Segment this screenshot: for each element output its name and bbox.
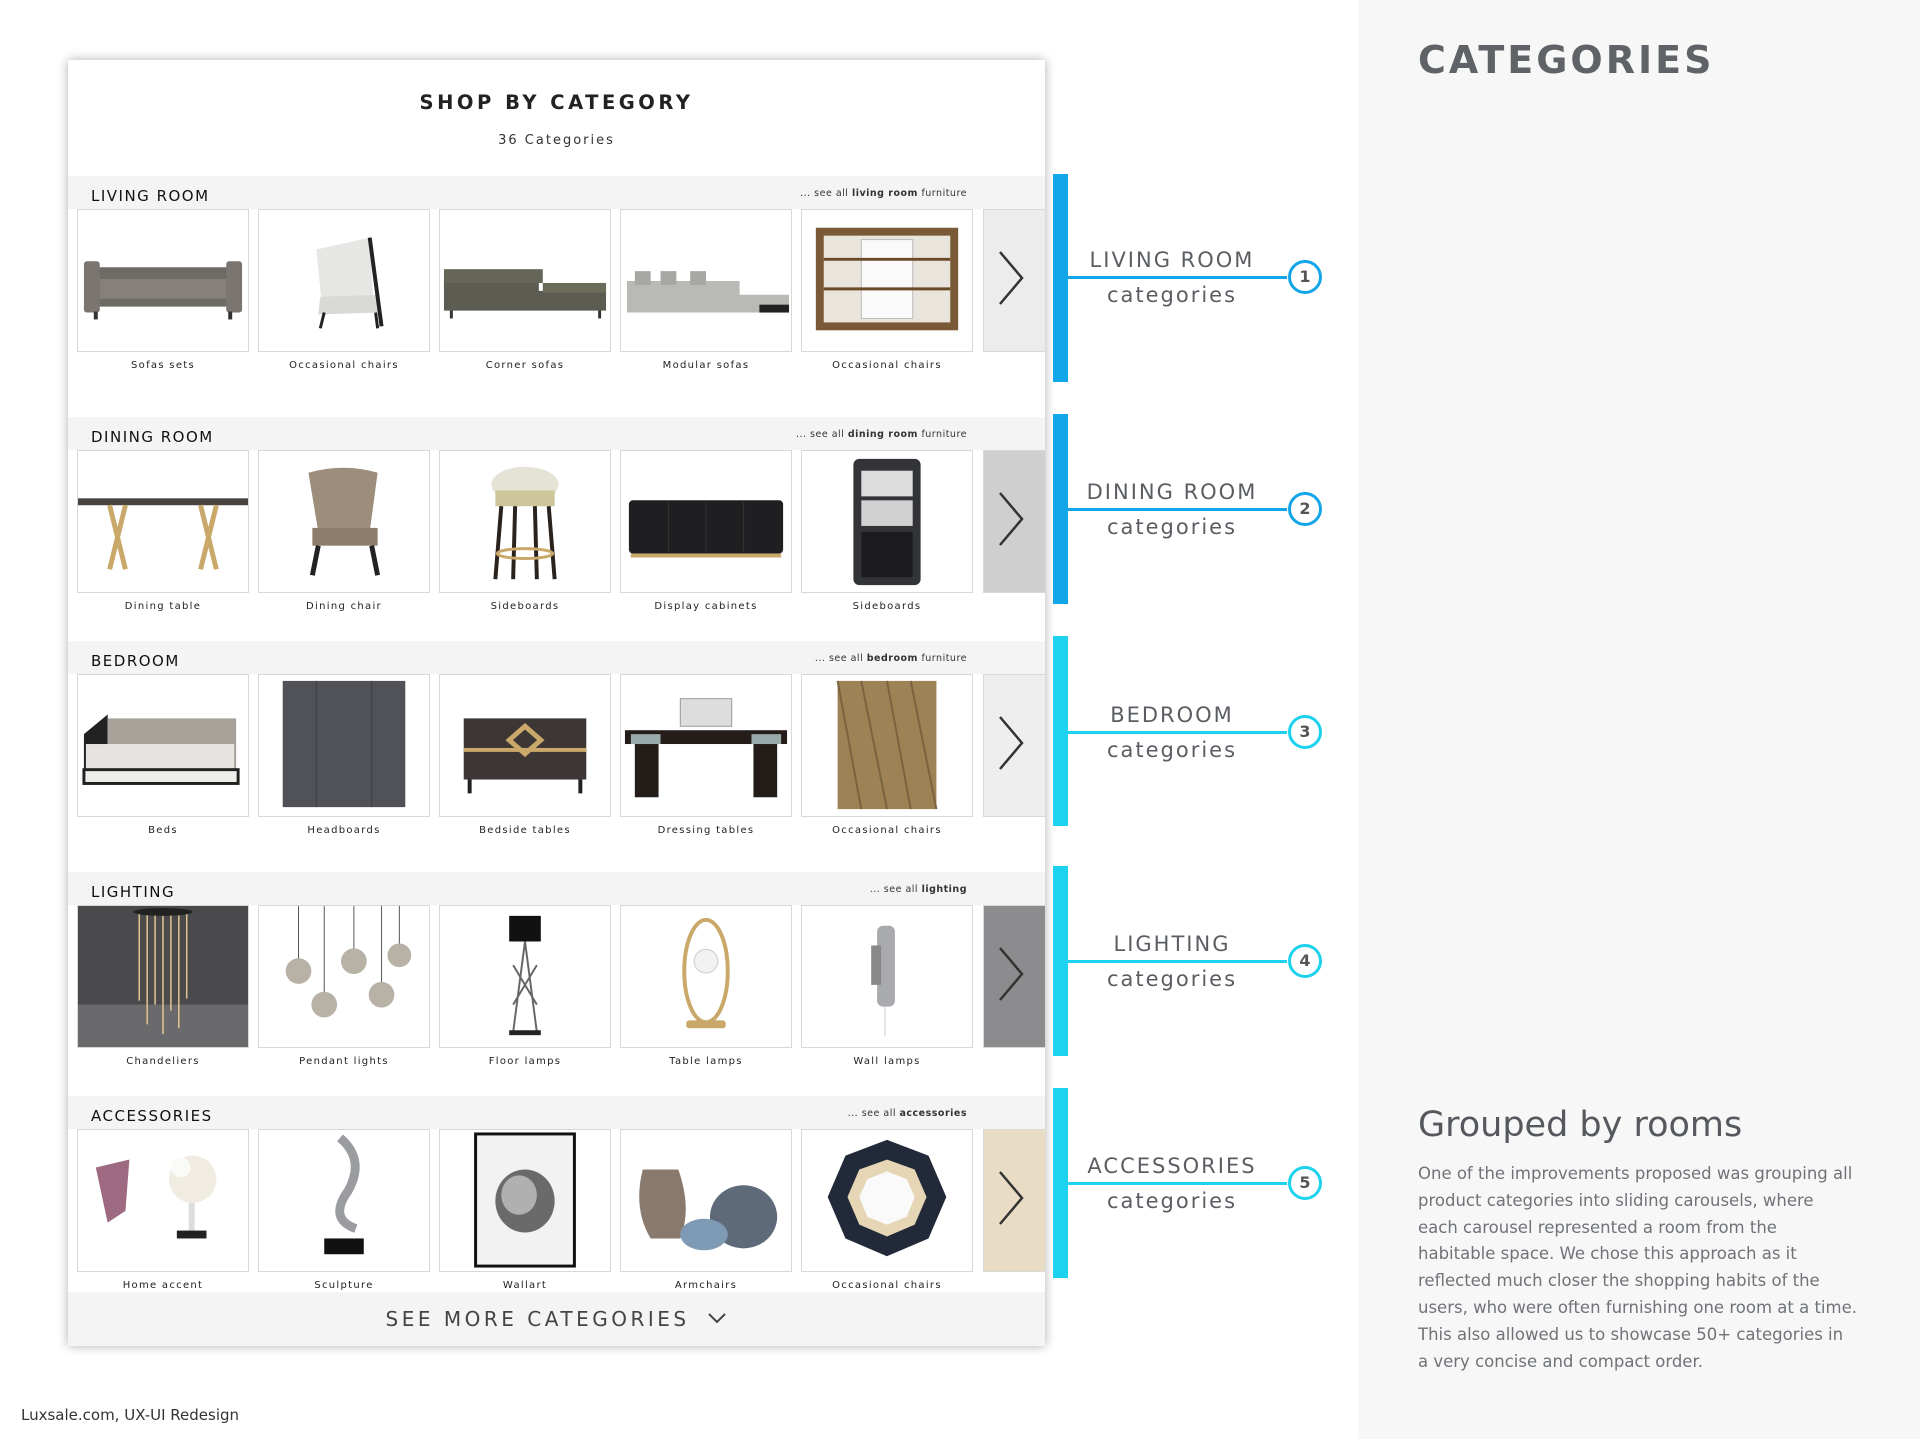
- section-title: BEDROOM: [91, 652, 180, 670]
- category-section-lighting: [68, 872, 1045, 1087]
- panel-title: SHOP BY CATEGORY: [419, 91, 694, 114]
- product-image: [802, 451, 972, 592]
- product-image: [440, 675, 610, 816]
- section-title: LIVING ROOM: [91, 187, 210, 205]
- side-title: CATEGORIES: [1418, 38, 1715, 82]
- section-title: DINING ROOM: [91, 428, 214, 446]
- category-thumbnail: [77, 1129, 249, 1272]
- category-caption: Corner sofas: [485, 360, 565, 371]
- chevron-right-icon: [996, 248, 1026, 308]
- product-image: [621, 210, 791, 351]
- annotation-bar: [1053, 636, 1068, 826]
- product-image: [259, 451, 429, 592]
- category-caption: Headboards: [307, 825, 381, 836]
- section-title: LIGHTING: [91, 883, 176, 901]
- category-carousel: [68, 905, 1045, 1087]
- category-card[interactable]: [801, 905, 973, 1067]
- category-thumbnail: [439, 1129, 611, 1272]
- product-image: [621, 451, 791, 592]
- category-thumbnail: [620, 1129, 792, 1272]
- category-card[interactable]: [620, 674, 792, 836]
- section-header: [68, 641, 1045, 674]
- category-card[interactable]: [258, 905, 430, 1067]
- see-more-label: SEE MORE CATEGORIES: [385, 1307, 690, 1331]
- annotation-bar: [1053, 1088, 1068, 1278]
- category-caption: Sculpture: [314, 1280, 374, 1291]
- annotation-subtitle: categories: [1106, 283, 1238, 307]
- category-thumbnail: [801, 674, 973, 817]
- category-caption: Dining table: [124, 601, 202, 612]
- category-card[interactable]: [620, 1129, 792, 1291]
- annotation-subtitle: categories: [1106, 738, 1238, 762]
- section-header: [68, 872, 1045, 905]
- category-card[interactable]: [439, 674, 611, 836]
- annotation-line: [1068, 731, 1287, 734]
- see-all-room: accessories: [899, 1108, 967, 1119]
- annotation-subtitle: categories: [1106, 515, 1238, 539]
- annotation-title: DINING ROOM: [1086, 480, 1258, 504]
- side-description: One of the improvements proposed was grouping all product categories into sliding carousels, where each carousel represented a room from the habitable space. We chose this approach as it reflected much closer the shopping habits of the users, who were often furnishing one room at a time. This also allowed us to showcase 50+ categories in a very concise and compact order.: [1418, 1164, 1857, 1371]
- category-card[interactable]: [801, 1129, 973, 1291]
- category-card[interactable]: [801, 209, 973, 371]
- annotation-subtitle: categories: [1106, 967, 1238, 991]
- category-card[interactable]: [258, 1129, 430, 1291]
- see-all-link[interactable]: [848, 1108, 967, 1119]
- chevron-right-icon: [996, 713, 1026, 773]
- see-all-prefix: ... see all: [800, 188, 852, 199]
- category-card[interactable]: [801, 674, 973, 836]
- annotation-line: [1068, 508, 1287, 511]
- category-card[interactable]: [77, 674, 249, 836]
- category-thumbnail: [620, 674, 792, 817]
- annotation-number: 2: [1288, 492, 1322, 526]
- chevron-right-icon: [996, 944, 1026, 1004]
- category-thumbnail: [439, 674, 611, 817]
- category-section-dining-room: [68, 417, 1045, 632]
- annotation-line: [1068, 960, 1287, 963]
- annotation-bar: [1053, 174, 1068, 382]
- see-all-link[interactable]: [815, 653, 967, 664]
- category-thumbnail: [801, 905, 973, 1048]
- category-card[interactable]: [439, 905, 611, 1067]
- product-image: [259, 675, 429, 816]
- category-thumbnail: [258, 1129, 430, 1272]
- product-image: [621, 1130, 791, 1271]
- product-image: [621, 675, 791, 816]
- category-caption: Armchairs: [674, 1280, 738, 1291]
- category-card[interactable]: [77, 905, 249, 1067]
- carousel-next-button[interactable]: [983, 450, 1045, 593]
- product-image: [802, 906, 972, 1047]
- category-caption: Display cabinets: [654, 601, 758, 612]
- category-carousel: [68, 209, 1045, 391]
- annotation-title: ACCESSORIES: [1087, 1154, 1257, 1178]
- section-header: [68, 176, 1045, 209]
- category-caption: Bedside tables: [479, 825, 571, 836]
- section-header: [68, 417, 1045, 450]
- category-thumbnail: [620, 209, 792, 352]
- category-thumbnail: [77, 674, 249, 817]
- annotation-line: [1068, 276, 1287, 279]
- product-image: [440, 1130, 610, 1271]
- category-carousel: [68, 1129, 1045, 1311]
- category-section-bedroom: [68, 641, 1045, 856]
- product-image: [802, 210, 972, 351]
- category-caption: Floor lamps: [488, 1056, 562, 1067]
- category-caption: Dining chair: [306, 601, 382, 612]
- category-thumbnail: [77, 905, 249, 1048]
- category-card[interactable]: [77, 450, 249, 612]
- category-thumbnail: [77, 209, 249, 352]
- category-caption: Occasional chairs: [832, 1280, 942, 1291]
- see-all-prefix: ... see all: [847, 1108, 900, 1119]
- category-card[interactable]: [258, 450, 430, 612]
- product-image: [259, 210, 429, 351]
- annotation-title: LIVING ROOM: [1089, 248, 1255, 272]
- category-section-accessories: [68, 1096, 1045, 1311]
- see-all-room: living room: [851, 188, 918, 199]
- category-caption: Sofas sets: [131, 360, 195, 371]
- category-card[interactable]: [77, 1129, 249, 1291]
- see-more-categories-button[interactable]: [68, 1292, 1045, 1346]
- carousel-next-button[interactable]: [983, 674, 1045, 817]
- category-section-living-room: [68, 176, 1045, 391]
- category-thumbnail: [801, 450, 973, 593]
- see-all-link[interactable]: [800, 188, 967, 199]
- category-caption: Modular sofas: [662, 360, 750, 371]
- category-card[interactable]: [620, 905, 792, 1067]
- see-all-room: dining room: [847, 429, 918, 440]
- see-all-prefix: ... see all: [869, 884, 922, 895]
- category-thumbnail: [258, 209, 430, 352]
- category-card[interactable]: [620, 209, 792, 371]
- see-all-prefix: ... see all: [795, 429, 848, 440]
- category-caption: Beds: [148, 825, 178, 836]
- annotation-title: LIGHTING: [1113, 932, 1231, 956]
- category-caption: Sideboards: [852, 601, 922, 612]
- category-thumbnail: [801, 209, 973, 352]
- category-thumbnail: [258, 450, 430, 593]
- category-caption: Chandeliers: [126, 1056, 200, 1067]
- category-thumbnail: [801, 1129, 973, 1272]
- product-image: [621, 906, 791, 1047]
- annotation-title: BEDROOM: [1110, 703, 1234, 727]
- category-carousel: [68, 674, 1045, 856]
- product-image: [78, 451, 248, 592]
- side-heading: Grouped by rooms: [1418, 1105, 1743, 1145]
- category-card[interactable]: [439, 450, 611, 612]
- category-carousel: [68, 450, 1045, 632]
- category-thumbnail: [77, 450, 249, 593]
- category-caption: Pendant lights: [299, 1056, 389, 1067]
- category-caption: Table lamps: [669, 1056, 743, 1067]
- chevron-right-icon: [996, 1168, 1026, 1228]
- carousel-next-button[interactable]: [983, 905, 1045, 1048]
- category-caption: Wall lamps: [853, 1056, 921, 1067]
- chevron-right-icon: [996, 489, 1026, 549]
- annotation-bar: [1053, 866, 1068, 1056]
- category-caption: Occasional chairs: [289, 360, 399, 371]
- product-image: [440, 210, 610, 351]
- annotation-subtitle: categories: [1106, 1189, 1238, 1213]
- product-image: [78, 1130, 248, 1271]
- see-all-room: bedroom: [866, 653, 918, 664]
- category-card[interactable]: [801, 450, 973, 612]
- category-caption: Home accent: [122, 1280, 204, 1291]
- category-card[interactable]: [620, 450, 792, 612]
- see-all-suffix: furniture: [917, 653, 967, 664]
- category-card[interactable]: [77, 209, 249, 371]
- see-all-suffix: furniture: [917, 429, 967, 440]
- product-image: [802, 675, 972, 816]
- shop-by-category-panel: [68, 60, 1045, 1346]
- category-count: 36 Categories: [498, 133, 615, 148]
- category-card[interactable]: [258, 674, 430, 836]
- category-card[interactable]: [439, 209, 611, 371]
- category-caption: Dressing tables: [657, 825, 755, 836]
- category-thumbnail: [439, 905, 611, 1048]
- annotation-number: 5: [1288, 1166, 1322, 1200]
- section-header: [68, 1096, 1045, 1129]
- category-thumbnail: [258, 905, 430, 1048]
- category-card[interactable]: [439, 1129, 611, 1291]
- product-image: [78, 675, 248, 816]
- category-thumbnail: [439, 450, 611, 593]
- see-all-prefix: ... see all: [814, 653, 867, 664]
- category-caption: Occasional chairs: [832, 360, 942, 371]
- annotation-number: 4: [1288, 944, 1322, 978]
- annotation-line: [1068, 1182, 1287, 1185]
- see-all-suffix: furniture: [917, 188, 967, 199]
- category-card[interactable]: [258, 209, 430, 371]
- category-thumbnail: [439, 209, 611, 352]
- product-image: [78, 210, 248, 351]
- chevron-down-icon: [707, 1312, 727, 1324]
- see-all-link[interactable]: [796, 429, 967, 440]
- annotation-number: 1: [1288, 260, 1322, 294]
- carousel-next-button[interactable]: [983, 209, 1045, 352]
- category-caption: Wallart: [502, 1280, 548, 1291]
- product-image: [440, 906, 610, 1047]
- product-image: [259, 1130, 429, 1271]
- product-image: [78, 906, 248, 1047]
- section-title: ACCESSORIES: [91, 1107, 213, 1125]
- category-thumbnail: [620, 450, 792, 593]
- annotation-number: 3: [1288, 715, 1322, 749]
- carousel-next-button[interactable]: [983, 1129, 1045, 1272]
- product-image: [259, 906, 429, 1047]
- footer-credit: Luxsale.com, UX-UI Redesign: [21, 1406, 240, 1424]
- category-thumbnail: [258, 674, 430, 817]
- category-caption: Occasional chairs: [832, 825, 942, 836]
- product-image: [802, 1130, 972, 1271]
- category-caption: Sideboards: [490, 601, 560, 612]
- product-image: [440, 451, 610, 592]
- see-all-room: lighting: [921, 884, 967, 895]
- annotation-bar: [1053, 414, 1068, 604]
- category-thumbnail: [620, 905, 792, 1048]
- see-all-link[interactable]: [870, 884, 967, 895]
